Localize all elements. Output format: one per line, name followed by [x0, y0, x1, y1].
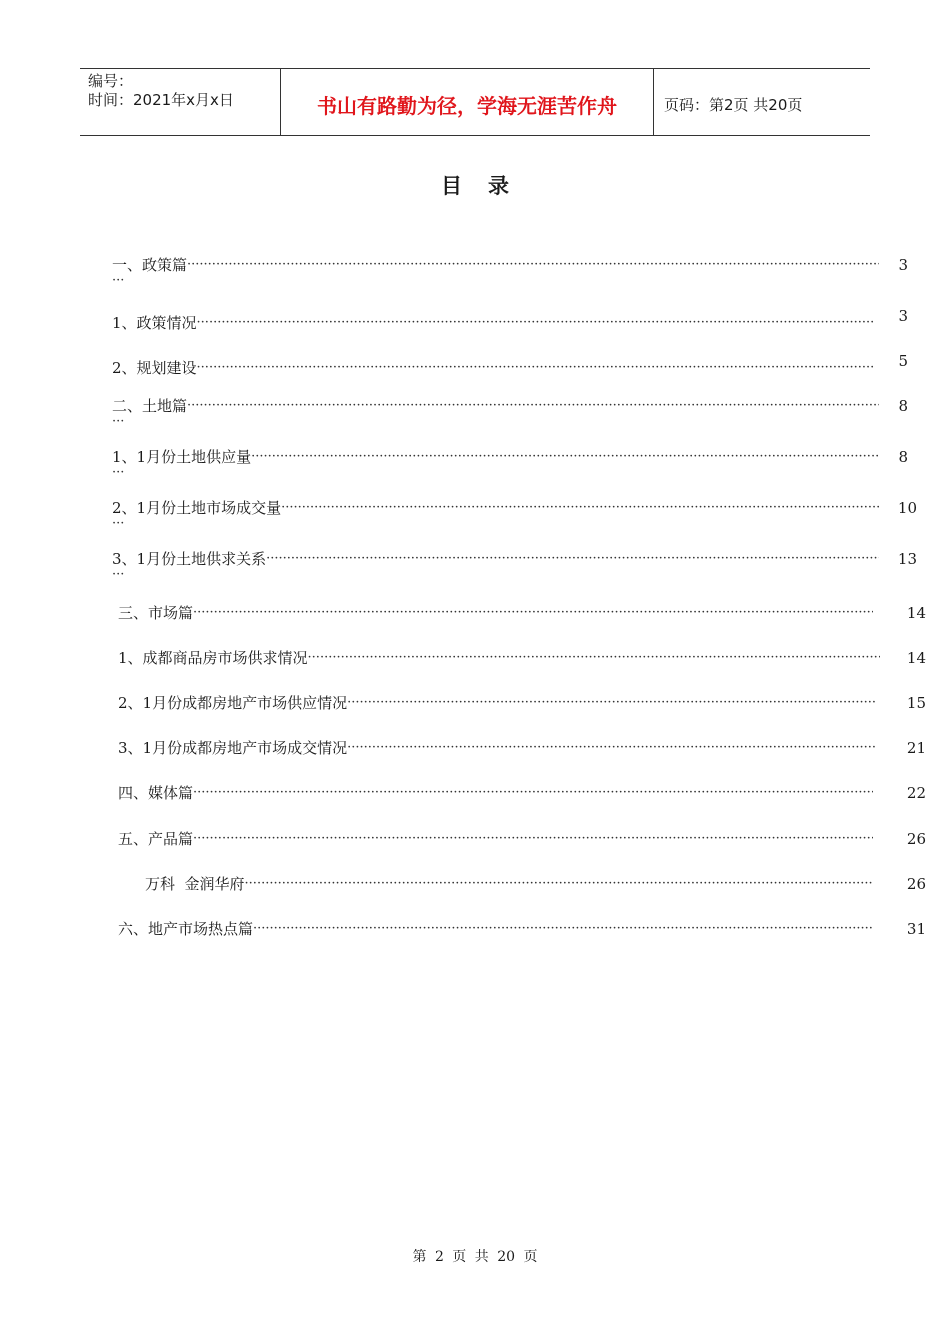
- toc-leader-dots: [245, 874, 873, 894]
- toc-leader-dots: [197, 358, 874, 378]
- toc-page-number: 31: [906, 920, 926, 938]
- toc-entry-market-supply[interactable]: [118, 693, 875, 713]
- toc-entry-label: 一、政策篇: [112, 256, 188, 274]
- toc-page-number: 14: [906, 604, 926, 622]
- toc-page-number: 26: [906, 830, 926, 848]
- toc-entry-label: 三、市场篇: [118, 604, 194, 622]
- toc-page-number: 8: [898, 397, 908, 415]
- toc-entry-label: 2、规划建设: [112, 359, 197, 377]
- toc-page-number: 22: [906, 784, 926, 802]
- toc-entry-policy[interactable]: [112, 255, 879, 287]
- toc-page-number: 21: [906, 739, 926, 757]
- toc-entry-label: 万科 金润华府: [145, 875, 245, 893]
- toc-entry-land-supply-demand[interactable]: [112, 549, 879, 581]
- toc-page-number: 10: [897, 499, 917, 517]
- toc-page-number: 8: [898, 448, 908, 466]
- toc-title: 目录: [441, 173, 535, 198]
- toc-entry-label: 1、政策情况: [112, 314, 197, 332]
- page-footer: 第 2 页 共 20 页: [412, 1249, 538, 1265]
- toc-page-number: 5: [898, 352, 908, 370]
- toc-page-number: 13: [897, 550, 917, 568]
- toc-entry-label: 1、成都商品房市场供求情况: [118, 649, 308, 667]
- toc-leader-wrap: ···: [112, 414, 125, 429]
- header-number-label: 编号：: [88, 72, 134, 90]
- toc-entry-market[interactable]: [118, 603, 873, 623]
- toc-leader-dots: [193, 829, 873, 849]
- toc-leader-dots: [347, 693, 875, 713]
- toc-page-number: 26: [906, 875, 926, 893]
- toc-page-number: 15: [906, 694, 926, 712]
- toc-entry-hotspots[interactable]: [118, 919, 873, 939]
- toc-entry-commercial-housing[interactable]: [118, 648, 880, 668]
- toc-entry-planning[interactable]: [112, 358, 874, 378]
- toc-leader-dots: [193, 783, 873, 803]
- toc-page-number: 14: [906, 649, 926, 667]
- toc-leader-dots: [197, 313, 874, 333]
- toc-entry-label: 2、1月份成都房地产市场供应情况: [118, 694, 348, 712]
- toc-leader-dots: [187, 255, 879, 275]
- toc-leader-dots: [266, 549, 879, 569]
- toc-entry-policy-status[interactable]: [112, 313, 874, 333]
- header-page-info: 页码：第2页 共20页: [664, 95, 803, 114]
- header-time-label: 时间：2021年x月x日: [88, 91, 234, 109]
- toc-entry-label: 四、媒体篇: [118, 784, 194, 802]
- toc-leader-wrap: ···: [112, 516, 125, 531]
- toc-entry-label: 六、地产市场热点篇: [118, 920, 254, 938]
- toc-entry-products[interactable]: [118, 829, 873, 849]
- toc-entry-label: 1、1月份土地供应量: [112, 448, 252, 466]
- toc-entry-label: 五、产品篇: [118, 830, 194, 848]
- toc-entry-label: 3、1月份成都房地产市场成交情况: [118, 739, 348, 757]
- toc-leader-dots: [253, 919, 873, 939]
- toc-entry-land-supply[interactable]: [112, 447, 879, 479]
- toc-leader-dots: [347, 738, 875, 758]
- toc-entry-market-transactions[interactable]: [118, 738, 875, 758]
- toc-leader-wrap: ···: [112, 567, 125, 582]
- toc-entry-vanke-project[interactable]: [145, 874, 873, 894]
- toc-leader-wrap: ···: [112, 273, 125, 288]
- toc-leader-wrap: ···: [112, 465, 125, 480]
- toc-leader-dots: [251, 447, 879, 467]
- toc-page-number: 3: [898, 307, 908, 325]
- toc-entry-label: 3、1月份土地供求关系: [112, 550, 267, 568]
- toc-entry-land[interactable]: [112, 396, 879, 428]
- toc-entry-land-transactions[interactable]: [112, 498, 879, 530]
- header-motto: 书山有路勤为径，学海无涯苦作舟: [281, 69, 654, 135]
- toc-entry-label: 2、1月份土地市场成交量: [112, 499, 282, 517]
- toc-leader-dots: [187, 396, 879, 416]
- toc-entry-label: 二、土地篇: [112, 397, 188, 415]
- toc-leader-dots: [281, 498, 879, 518]
- toc-leader-dots: [308, 648, 880, 668]
- toc-entry-media[interactable]: [118, 783, 873, 803]
- toc-page-number: 3: [898, 256, 908, 274]
- toc-leader-dots: [193, 603, 873, 623]
